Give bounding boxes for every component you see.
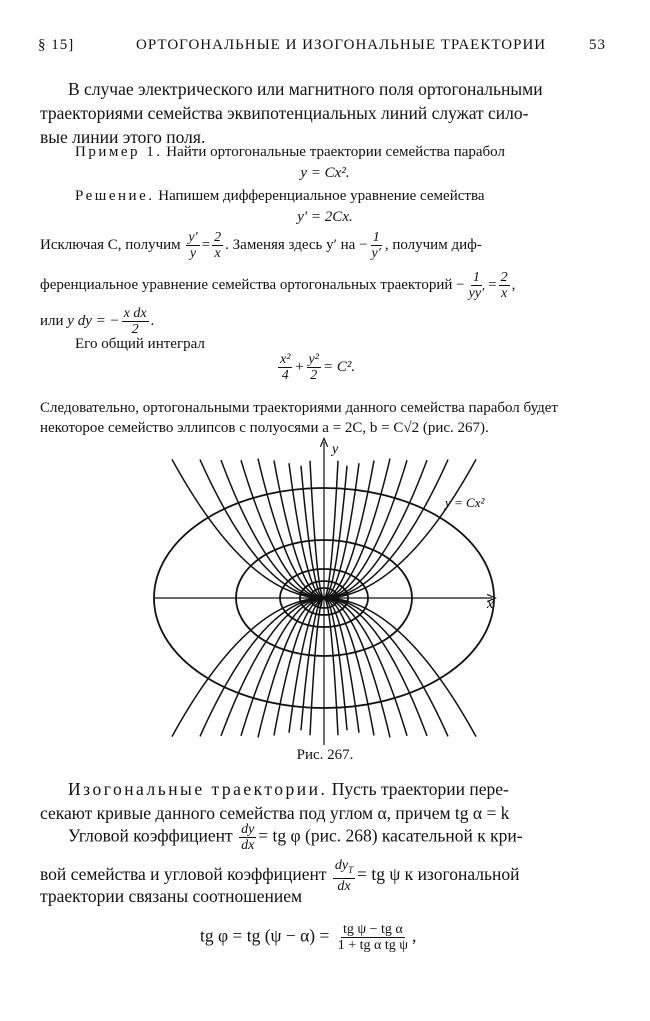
or-lhs: y dy = −: [67, 312, 120, 329]
fraction-xdx-over-2: $\frac{\text{x dx}}{2}$: [123, 306, 147, 337]
fraction-dy-dx: $\frac{dy}{dx}$: [241, 822, 255, 853]
conclusion-line-2: некоторое семейство эллипсов с полуосями a = 2C, b = C√2 (рис. 267).: [40, 420, 489, 436]
fraction-yprime-over-y: $\frac{y'}{y}$: [188, 230, 198, 261]
ellipse-integral: $\frac{\text{x²}}{4}$ + $\frac{\text{y²}}{2}$ = C².: [280, 352, 356, 383]
isogonal-text-1: Пусть траектории пере-: [331, 779, 509, 799]
isogonal-line-1: [68, 777, 608, 801]
fraction-y2-over-2: $\frac{\text{y²}}{2}$: [308, 352, 319, 383]
parabola-formula: y = Cx².: [300, 165, 350, 181]
fraction-1-over-yyprime: $\frac{1}{yy'}$: [468, 270, 485, 301]
solution-heading: [75, 186, 485, 206]
exclusion-text-c: , получим диф-: [384, 236, 482, 253]
conclusion-line-1: Следовательно, ортогональными траекториями данного семейства парабол будет: [40, 400, 558, 416]
fraction-2-over-x: $\frac{2}{x}$: [214, 230, 222, 261]
curve-label: y = Cx²: [445, 495, 485, 510]
exclusion-line: Исключая C, получим $\frac{y'}{y}$ = $\frac{2}{x}$ . Заменяя здесь y′ на − $\frac{1}{y'}$ , получим диф-: [40, 230, 482, 261]
fraction-2-over-x-b: $\frac{2}{x}$: [500, 270, 508, 301]
fraction-tg-difference: $\frac{\text{tg ψ − tg α}}{\text{1 + tg α tg ψ}}$: [337, 922, 408, 953]
or-label: или: [40, 312, 64, 329]
diff-equation: y′ = 2Cx.: [297, 209, 353, 225]
exclusion-text-a: Исключая C, получим: [40, 236, 181, 253]
section-number: § 15]: [38, 37, 75, 53]
isogonal-line-2: секают кривые данного семейства под углом α, причем tg α = k: [40, 803, 510, 823]
intro-line-1: В случае электрического или магнитного поля ортогональными: [68, 79, 543, 99]
running-title: ОРТОГОНАЛЬНЫЕ И ИЗОГОНАЛЬНЫЕ ТРАЕКТОРИИ: [136, 37, 547, 53]
figure-267: [0, 430, 650, 760]
fraction-1-over-yprime: $\frac{1}{y'}$: [371, 230, 381, 261]
fraction-x2-over-4: $\frac{\text{x²}}{4}$: [280, 352, 291, 383]
isogonal-text-3a: Угловой коэффициент: [68, 825, 233, 846]
x-axis-label: x: [487, 597, 494, 612]
isogonal-text-3b: = tg φ (рис. 268) касательной к кри-: [258, 825, 523, 846]
page-number: 53: [589, 37, 606, 53]
isogonal-title: Изогональные траектории.: [68, 779, 328, 799]
origin-label: 0: [317, 599, 323, 611]
solution-text: Напишем дифференциальное уравнение семейства: [158, 188, 485, 204]
example-text: Найти ортогональные траектории семейства парабол: [166, 144, 505, 160]
isogonal-text-4b: = tg ψ к изогональной: [357, 863, 520, 884]
example-heading: [75, 142, 505, 162]
intro-line-3: вые линии этого поля.: [40, 127, 206, 147]
final-formula-lhs: tg φ = tg (ψ − α) =: [200, 925, 330, 946]
isogonal-line-3: [68, 822, 523, 853]
fraction-dyT-dx: $\frac{dy_T}{dx}$: [334, 858, 354, 894]
integral-label: Его общий интеграл: [75, 336, 205, 352]
orthogonal-text: ференциальное уравнение семейства ортогональных траекторий: [40, 276, 453, 293]
figure-caption: Рис. 267.: [296, 747, 354, 763]
orthogonal-equation-line: ференциальное уравнение семейства ортогональных траекторий − $\frac{1}{yy'}$ = $\frac{2}{x}$ ,: [40, 270, 516, 301]
isogonal-line-5: траектории связаны соотношением: [40, 886, 303, 906]
exclusion-text-b: . Заменяя здесь y′ на: [225, 236, 356, 253]
y-axis-label: y: [332, 442, 339, 457]
example-label: Пример 1.: [75, 144, 163, 160]
final-formula: tg φ = tg (ψ − α) = $\frac{\text{tg ψ − tg α}}{\text{1 + tg α tg ψ}}$ ,: [200, 922, 417, 953]
or-line: или y dy = − $\frac{\text{x dx}}{2}$ .: [40, 306, 155, 337]
intro-line-2: траекториями семейства эквипотенциальных линий служат сило-: [40, 103, 529, 123]
solution-label: Решение.: [75, 188, 155, 204]
isogonal-text-4a: вой семейства и угловой коэффициент: [40, 863, 327, 884]
